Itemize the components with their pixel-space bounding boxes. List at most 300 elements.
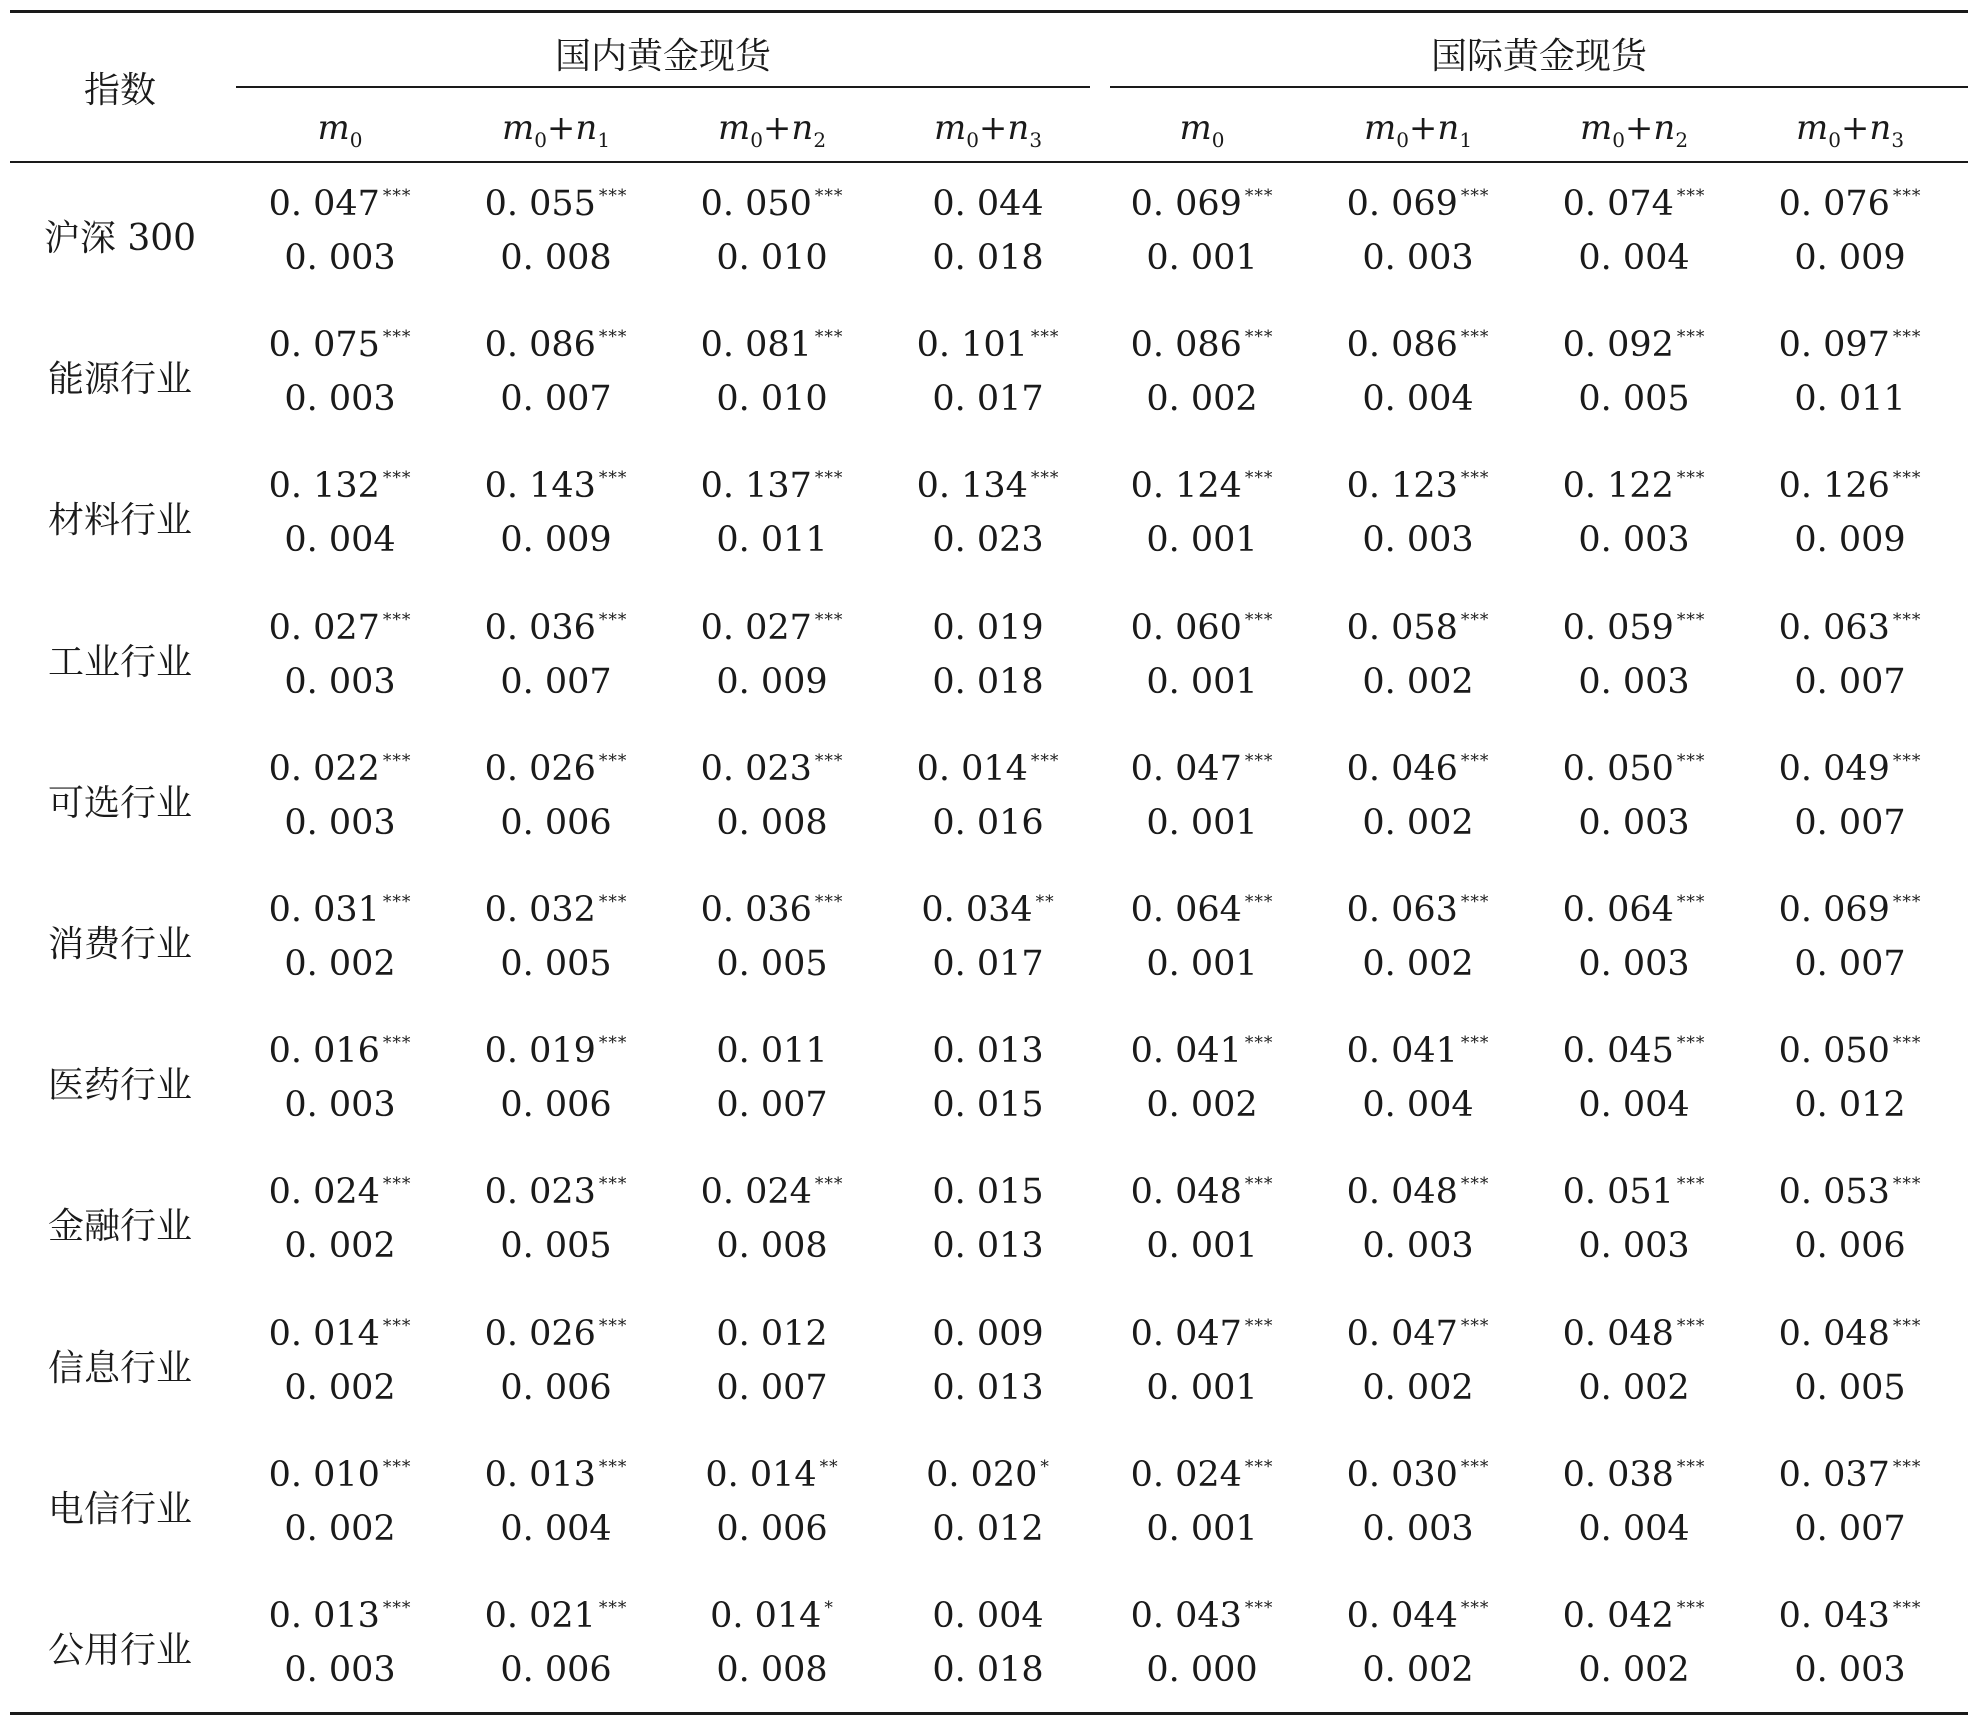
significance-stars: ***	[1892, 892, 1922, 912]
coefficient-value: 0. 122 ***	[1562, 466, 1706, 507]
standard-error-value: 0. 007	[1794, 661, 1906, 702]
standard-error-value: 0. 002	[1362, 802, 1474, 843]
standard-error-value: 0. 006	[500, 1367, 612, 1408]
coefficient-value: 0. 075 ***	[268, 325, 412, 366]
coefficient-value: 0. 036 ***	[484, 607, 628, 648]
domestic-group-rule	[236, 86, 1090, 88]
standard-error-value: 0. 009	[1794, 520, 1906, 561]
significance-stars: ***	[382, 1033, 412, 1054]
standard-error-value: 0. 023	[932, 520, 1044, 561]
significance-stars: ***	[1460, 892, 1490, 912]
significance-stars: ***	[1244, 468, 1274, 489]
significance-stars: ***	[1244, 1033, 1274, 1054]
significance-stars: ***	[1244, 750, 1274, 771]
standard-error-value: 0. 007	[716, 1367, 828, 1408]
coefficient-value: 0. 034 **	[921, 890, 1055, 930]
coefficient-value: 0. 014 ***	[916, 748, 1060, 789]
subscript: 3	[1029, 128, 1043, 152]
header-bottom-rule	[10, 161, 1968, 163]
row-label: 可选行业	[47, 782, 192, 824]
standard-error-value: 0. 003	[284, 1085, 396, 1126]
coefficient-value: 0. 126 ***	[1778, 466, 1922, 507]
standard-error-value: 0. 003	[1362, 1226, 1474, 1267]
standard-error-value: 0. 017	[932, 944, 1044, 984]
row-label: 金融行业	[47, 1206, 192, 1248]
coefficient-value: 0. 047 ***	[1346, 1313, 1490, 1354]
significance-stars: ***	[1244, 1598, 1274, 1618]
significance-stars: ***	[1460, 186, 1490, 206]
significance-stars: ***	[1460, 468, 1490, 489]
standard-error-value: 0. 007	[500, 379, 612, 420]
significance-stars: ***	[382, 327, 412, 348]
significance-stars: ***	[1676, 186, 1706, 206]
subscript: 0	[1396, 128, 1409, 152]
coefficient-value: 0. 022 ***	[268, 748, 412, 789]
coefficient-value: 0. 123 ***	[1346, 466, 1490, 507]
significance-stars: ***	[1892, 186, 1922, 206]
subscript: 0	[1612, 128, 1625, 152]
coefficient-value: 0. 013 ***	[484, 1454, 628, 1495]
standard-error-value: 0. 003	[1578, 520, 1690, 561]
significance-stars: *	[824, 1598, 834, 1618]
plus-sign: +	[762, 108, 792, 148]
coefficient-value: 0. 016 ***	[268, 1031, 412, 1072]
coefficient-value: 0. 042 ***	[1562, 1596, 1706, 1636]
coefficient-value: 0. 021 ***	[484, 1596, 628, 1636]
significance-stars: ***	[1676, 1033, 1706, 1054]
coefficient-value: 0. 049 ***	[1778, 748, 1922, 789]
significance-stars: ***	[1244, 186, 1274, 206]
standard-error-value: 0. 005	[500, 1226, 612, 1267]
row-label: 材料行业	[47, 500, 192, 542]
standard-error-value: 0. 002	[1146, 379, 1258, 420]
coefficient-value: 0. 092 ***	[1562, 325, 1706, 366]
coefficient-value: 0. 050 ***	[700, 184, 844, 224]
coefficient-value: 0. 053 ***	[1778, 1172, 1922, 1213]
coefficient-value: 0. 058 ***	[1346, 607, 1490, 648]
row-label: 信息行业	[47, 1347, 192, 1389]
significance-stars: ***	[1676, 468, 1706, 489]
coefficient-value: 0. 020 *	[926, 1454, 1050, 1495]
standard-error-value: 0. 004	[1362, 379, 1474, 420]
standard-error-value: 0. 002	[1362, 661, 1474, 702]
significance-stars: ***	[598, 1456, 628, 1477]
significance-stars: ***	[814, 1174, 844, 1195]
coefficient-value: 0. 059 ***	[1562, 607, 1706, 648]
column-subheader: $m_0+n_2$	[1579, 108, 1689, 152]
significance-stars: ***	[598, 750, 628, 771]
standard-error-value: 0. 009	[716, 661, 828, 702]
coefficient-value: 0. 019 ***	[484, 1031, 628, 1072]
coefficient-value: 0. 137 ***	[700, 466, 844, 507]
coefficient-value: 0. 063 ***	[1346, 890, 1490, 930]
standard-error-value: 0. 001	[1146, 520, 1258, 561]
significance-stars: ***	[382, 186, 412, 206]
significance-stars: ***	[1892, 1033, 1922, 1054]
coefficient-value: 0. 011	[716, 1031, 828, 1072]
subscript: 1	[1459, 128, 1473, 152]
international-gold-spot-header: 国际黄金现货	[1430, 36, 1647, 77]
domestic-gold-spot-header: 国内黄金现货	[554, 36, 771, 77]
significance-stars: ***	[1030, 468, 1060, 489]
coefficient-value: 0. 050 ***	[1778, 1031, 1922, 1072]
coefficient-value: 0. 026 ***	[484, 1313, 628, 1354]
subscript: 0	[534, 128, 547, 152]
significance-stars: ***	[1244, 1315, 1274, 1336]
coefficient-value: 0. 026 ***	[484, 748, 628, 789]
significance-stars: ***	[382, 1315, 412, 1336]
significance-stars: ***	[1244, 1456, 1274, 1477]
significance-stars: ***	[382, 1174, 412, 1195]
coefficient-value: 0. 132 ***	[268, 466, 412, 507]
standard-error-value: 0. 005	[1794, 1367, 1906, 1408]
significance-stars: ***	[598, 1598, 628, 1618]
coefficient-value: 0. 050 ***	[1562, 748, 1706, 789]
international-group-rule	[1110, 86, 1968, 88]
coefficient-value: 0. 013	[932, 1031, 1044, 1072]
significance-stars: ***	[1460, 1174, 1490, 1195]
standard-error-value: 0. 000	[1146, 1650, 1258, 1690]
coefficient-value: 0. 032 ***	[484, 890, 628, 930]
coefficient-value: 0. 023 ***	[484, 1172, 628, 1213]
standard-error-value: 0. 009	[500, 520, 612, 561]
coefficient-value: 0. 076 ***	[1778, 184, 1922, 224]
row-label: 消费行业	[47, 924, 192, 965]
plus-sign: +	[1408, 108, 1438, 148]
coefficient-value: 0. 097 ***	[1778, 325, 1922, 366]
standard-error-value: 0. 003	[1362, 520, 1474, 561]
standard-error-value: 0. 001	[1146, 944, 1258, 984]
coefficient-value: 0. 038 ***	[1562, 1454, 1706, 1495]
significance-stars: ***	[382, 609, 412, 630]
coefficient-value: 0. 064 ***	[1562, 890, 1706, 930]
standard-error-value: 0. 001	[1146, 1367, 1258, 1408]
standard-error-value: 0. 003	[284, 379, 396, 420]
significance-stars: ***	[1460, 327, 1490, 348]
plus-sign: +	[1624, 108, 1654, 148]
standard-error-value: 0. 005	[500, 944, 612, 984]
coefficient-value: 0. 015	[932, 1172, 1044, 1213]
significance-stars: ***	[1892, 327, 1922, 348]
row-label: 公用行业	[47, 1630, 192, 1671]
significance-stars: ***	[1244, 609, 1274, 630]
standard-error-value: 0. 004	[284, 520, 396, 561]
significance-stars: ***	[598, 892, 628, 912]
coefficient-value: 0. 069 ***	[1346, 184, 1490, 224]
coefficient-value: 0. 074 ***	[1562, 184, 1706, 224]
subscript: 0	[1211, 128, 1225, 152]
coefficient-value: 0. 048 ***	[1130, 1172, 1274, 1213]
significance-stars: ***	[598, 1174, 628, 1195]
significance-stars: ***	[1892, 1598, 1922, 1618]
coefficient-value: 0. 060 ***	[1130, 607, 1274, 648]
standard-error-value: 0. 002	[284, 1508, 396, 1549]
significance-stars: ***	[1460, 1033, 1490, 1054]
significance-stars: ***	[814, 750, 844, 771]
significance-stars: ***	[598, 186, 628, 206]
column-subheader: $m_0+n_1$	[1363, 108, 1473, 152]
coefficient-value: 0. 086 ***	[1130, 325, 1274, 366]
coefficient-value: 0. 014 ***	[268, 1313, 412, 1354]
standard-error-value: 0. 003	[1578, 1226, 1690, 1267]
coefficient-value: 0. 041 ***	[1130, 1031, 1274, 1072]
coefficient-value: 0. 044 ***	[1346, 1596, 1490, 1636]
coefficient-value: 0. 086 ***	[484, 325, 628, 366]
standard-error-value: 0. 003	[1794, 1650, 1906, 1690]
coefficient-value: 0. 010 ***	[268, 1454, 412, 1495]
significance-stars: ***	[1030, 750, 1060, 771]
significance-stars: ***	[1460, 1456, 1490, 1477]
standard-error-value: 0. 009	[1794, 238, 1906, 278]
coefficient-value: 0. 134 ***	[916, 466, 1060, 507]
coefficient-value: 0. 069 ***	[1778, 890, 1922, 930]
coefficient-value: 0. 037 ***	[1778, 1454, 1922, 1495]
standard-error-value: 0. 003	[284, 1650, 396, 1690]
coefficient-value: 0. 081 ***	[700, 325, 844, 366]
significance-stars: ***	[382, 1456, 412, 1477]
standard-error-value: 0. 008	[716, 1226, 828, 1267]
standard-error-value: 0. 008	[500, 238, 612, 278]
significance-stars: ***	[1892, 609, 1922, 630]
significance-stars: ***	[382, 750, 412, 771]
standard-error-value: 0. 003	[1362, 1508, 1474, 1549]
significance-stars: ***	[1676, 1315, 1706, 1336]
coefficient-value: 0. 048 ***	[1778, 1313, 1922, 1354]
standard-error-value: 0. 004	[500, 1508, 612, 1549]
coefficient-value: 0. 063 ***	[1778, 607, 1922, 648]
top-rule	[10, 10, 1968, 13]
subscript: 2	[813, 128, 827, 152]
coefficient-value: 0. 048 ***	[1346, 1172, 1490, 1213]
standard-error-value: 0. 003	[1578, 944, 1690, 984]
coefficient-value: 0. 024 ***	[1130, 1454, 1274, 1495]
significance-stars: ***	[1892, 1174, 1922, 1195]
significance-stars: ***	[1676, 1456, 1706, 1477]
coefficient-value: 0. 023 ***	[700, 748, 844, 789]
coefficient-value: 0. 041 ***	[1346, 1031, 1490, 1072]
significance-stars: ***	[598, 327, 628, 348]
standard-error-value: 0. 017	[932, 379, 1044, 420]
coefficient-value: 0. 027 ***	[700, 607, 844, 648]
standard-error-value: 0. 002	[1578, 1650, 1690, 1690]
coefficient-value: 0. 047 ***	[1130, 1313, 1274, 1354]
significance-stars: ***	[814, 609, 844, 630]
standard-error-value: 0. 001	[1146, 238, 1258, 278]
plus-sign: +	[546, 108, 576, 148]
standard-error-value: 0. 008	[716, 1650, 828, 1690]
standard-error-value: 0. 003	[284, 802, 396, 843]
significance-stars: ***	[1460, 1598, 1490, 1618]
coefficient-value: 0. 009	[932, 1313, 1044, 1354]
coefficient-value: 0. 124 ***	[1130, 466, 1274, 507]
significance-stars: ***	[1892, 1456, 1922, 1477]
subscript: 0	[966, 128, 979, 152]
standard-error-value: 0. 012	[932, 1508, 1044, 1549]
row-label: 沪深 300	[43, 218, 197, 259]
standard-error-value: 0. 002	[284, 1226, 396, 1267]
standard-error-value: 0. 004	[1362, 1085, 1474, 1126]
coefficient-value: 0. 051 ***	[1562, 1172, 1706, 1213]
coefficient-value: 0. 055 ***	[484, 184, 628, 224]
standard-error-value: 0. 010	[716, 238, 828, 278]
standard-error-value: 0. 012	[1794, 1085, 1906, 1126]
coefficient-value: 0. 024 ***	[268, 1172, 412, 1213]
standard-error-value: 0. 003	[284, 238, 396, 278]
standard-error-value: 0. 011	[1794, 379, 1906, 420]
subscript: 1	[597, 128, 611, 152]
standard-error-value: 0. 002	[284, 1367, 396, 1408]
significance-stars: ***	[598, 1033, 628, 1054]
standard-error-value: 0. 008	[716, 802, 828, 843]
standard-error-value: 0. 004	[1578, 1508, 1690, 1549]
standard-error-value: 0. 004	[1578, 1085, 1690, 1126]
standard-error-value: 0. 005	[716, 944, 828, 984]
standard-error-value: 0. 013	[932, 1226, 1044, 1267]
column-subheader: $m_0$	[1179, 108, 1225, 152]
significance-stars: ***	[382, 468, 412, 489]
standard-error-value: 0. 001	[1146, 802, 1258, 843]
coefficient-value: 0. 045 ***	[1562, 1031, 1706, 1072]
column-subheader: $m_0$	[317, 108, 363, 152]
standard-error-value: 0. 018	[932, 661, 1044, 702]
standard-error-value: 0. 006	[1794, 1226, 1906, 1267]
standard-error-value: 0. 002	[284, 944, 396, 984]
coefficient-value: 0. 143 ***	[484, 466, 628, 507]
significance-stars: *	[1040, 1456, 1050, 1477]
significance-stars: ***	[1676, 1174, 1706, 1195]
coefficient-value: 0. 027 ***	[268, 607, 412, 648]
standard-error-value: 0. 002	[1362, 1367, 1474, 1408]
row-label: 医药行业	[47, 1065, 192, 1107]
significance-stars: ***	[814, 186, 844, 206]
coefficient-value: 0. 043 ***	[1778, 1596, 1922, 1636]
coefficient-value: 0. 004	[932, 1596, 1044, 1636]
significance-stars: ***	[814, 327, 844, 348]
standard-error-value: 0. 002	[1578, 1367, 1690, 1408]
plus-sign: +	[1840, 108, 1870, 148]
coefficient-value: 0. 012	[716, 1313, 828, 1354]
coefficient-value: 0. 047 ***	[1130, 748, 1274, 789]
significance-stars: **	[819, 1456, 839, 1477]
significance-stars: ***	[1244, 327, 1274, 348]
standard-error-value: 0. 006	[500, 1650, 612, 1690]
standard-error-value: 0. 007	[500, 661, 612, 702]
significance-stars: ***	[1676, 327, 1706, 348]
significance-stars: ***	[598, 609, 628, 630]
coefficient-value: 0. 064 ***	[1130, 890, 1274, 930]
column-subheader: $m_0+n_3$	[1795, 108, 1905, 152]
coefficient-value: 0. 047 ***	[268, 184, 412, 224]
standard-error-value: 0. 001	[1146, 661, 1258, 702]
significance-stars: ***	[382, 892, 412, 912]
coefficient-value: 0. 019	[932, 607, 1044, 648]
significance-stars: ***	[1460, 750, 1490, 771]
significance-stars: ***	[1676, 1598, 1706, 1618]
index-column-header: 指数	[83, 70, 156, 111]
standard-error-value: 0. 001	[1146, 1508, 1258, 1549]
coefficient-value: 0. 086 ***	[1346, 325, 1490, 366]
standard-error-value: 0. 006	[716, 1508, 828, 1549]
significance-stars: ***	[1030, 327, 1060, 348]
standard-error-value: 0. 005	[1578, 379, 1690, 420]
standard-error-value: 0. 016	[932, 802, 1044, 843]
significance-stars: **	[1035, 892, 1055, 912]
significance-stars: ***	[814, 892, 844, 912]
standard-error-value: 0. 007	[1794, 944, 1906, 984]
coefficient-value: 0. 013 ***	[268, 1596, 412, 1636]
row-label: 能源行业	[47, 359, 192, 401]
standard-error-value: 0. 013	[932, 1367, 1044, 1408]
subscript: 0	[750, 128, 763, 152]
significance-stars: ***	[1892, 1315, 1922, 1336]
standard-error-value: 0. 004	[1578, 238, 1690, 278]
coefficient-value: 0. 014 *	[710, 1596, 834, 1636]
row-label: 电信行业	[47, 1488, 192, 1530]
significance-stars: ***	[1244, 892, 1274, 912]
subscript: 2	[1675, 128, 1689, 152]
column-subheader: $m_0+n_1$	[501, 108, 611, 152]
column-subheader: $m_0+n_2$	[717, 108, 827, 152]
significance-stars: ***	[382, 1598, 412, 1618]
standard-error-value: 0. 007	[1794, 1508, 1906, 1549]
standard-error-value: 0. 003	[284, 661, 396, 702]
standard-error-value: 0. 003	[1362, 238, 1474, 278]
standard-error-value: 0. 018	[932, 238, 1044, 278]
subscript: 0	[1828, 128, 1841, 152]
standard-error-value: 0. 002	[1362, 944, 1474, 984]
standard-error-value: 0. 007	[716, 1085, 828, 1126]
significance-stars: ***	[1676, 750, 1706, 771]
significance-stars: ***	[598, 468, 628, 489]
standard-error-value: 0. 006	[500, 1085, 612, 1126]
subscript: 0	[349, 128, 363, 152]
plus-sign: +	[978, 108, 1008, 148]
coefficient-value: 0. 101 ***	[916, 325, 1060, 366]
standard-error-value: 0. 011	[716, 520, 828, 561]
standard-error-value: 0. 003	[1578, 802, 1690, 843]
standard-error-value: 0. 001	[1146, 1226, 1258, 1267]
coefficient-value: 0. 048 ***	[1562, 1313, 1706, 1354]
significance-stars: ***	[1460, 609, 1490, 630]
coefficient-value: 0. 044	[932, 184, 1044, 224]
standard-error-value: 0. 002	[1362, 1650, 1474, 1690]
standard-error-value: 0. 010	[716, 379, 828, 420]
coefficient-value: 0. 014 **	[705, 1454, 839, 1495]
coefficient-value: 0. 024 ***	[700, 1172, 844, 1213]
coefficient-value: 0. 046 ***	[1346, 748, 1490, 789]
coefficient-value: 0. 069 ***	[1130, 184, 1274, 224]
standard-error-value: 0. 018	[932, 1650, 1044, 1690]
standard-error-value: 0. 003	[1578, 661, 1690, 702]
significance-stars: ***	[1892, 468, 1922, 489]
significance-stars: ***	[1244, 1174, 1274, 1195]
significance-stars: ***	[1676, 609, 1706, 630]
row-label: 工业行业	[47, 641, 192, 683]
subscript: 3	[1891, 128, 1905, 152]
coefficient-value: 0. 031 ***	[268, 890, 412, 930]
column-subheader: $m_0+n_3$	[933, 108, 1043, 152]
coefficient-value: 0. 043 ***	[1130, 1596, 1274, 1636]
significance-stars: ***	[814, 468, 844, 489]
significance-stars: ***	[598, 1315, 628, 1336]
bottom-rule	[10, 1712, 1968, 1715]
significance-stars: ***	[1460, 1315, 1490, 1336]
standard-error-value: 0. 007	[1794, 802, 1906, 843]
standard-error-value: 0. 015	[932, 1085, 1044, 1126]
significance-stars: ***	[1676, 892, 1706, 912]
standard-error-value: 0. 002	[1146, 1085, 1258, 1126]
standard-error-value: 0. 006	[500, 802, 612, 843]
